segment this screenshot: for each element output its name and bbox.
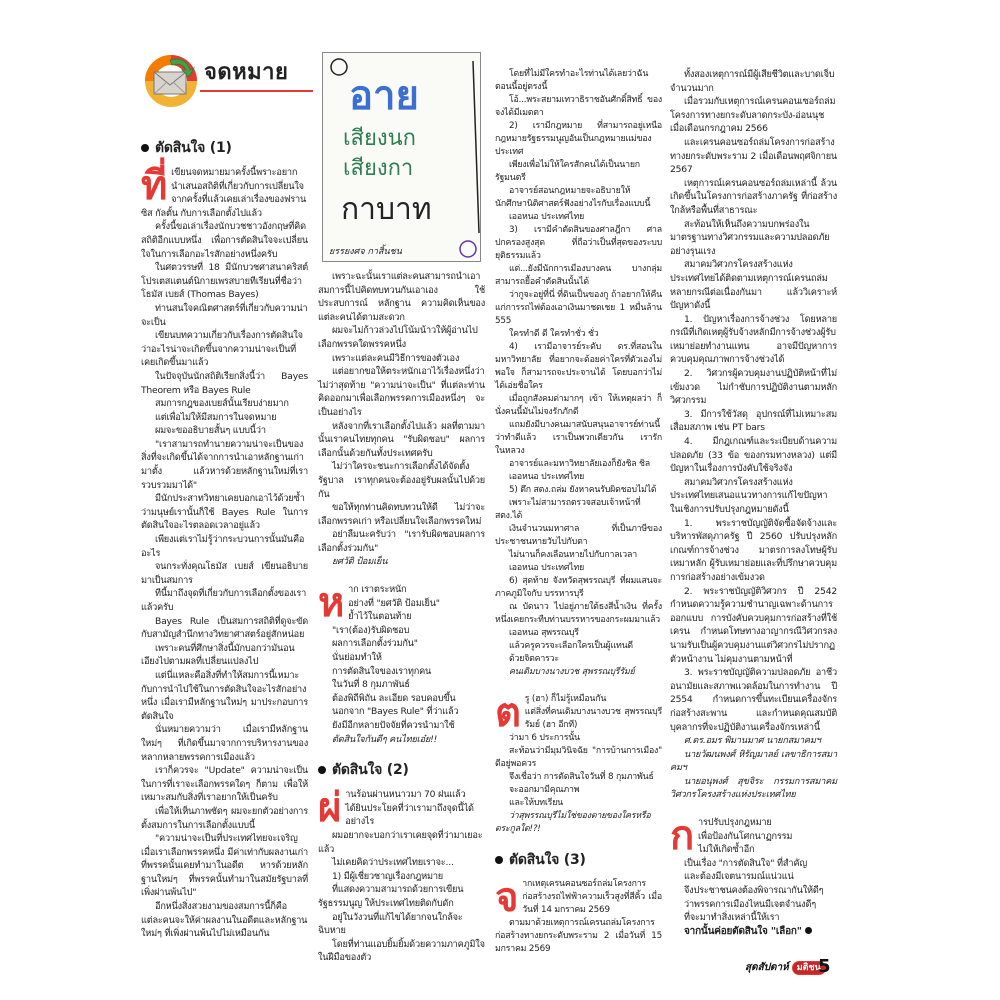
paragraph: เพราะคนที่ศึกษาสิ่งนี้มักบอกว่ามันอนเอียงไปตามผลที่เปลี่ยนแปลงไป	[141, 642, 295, 668]
paragraph: 1) มีผู้เชี่ยวชาญเรื่องกฎหมาย	[332, 870, 443, 882]
paragraph: 5) ตึก สตง.ถล่ม ยังหาคนรับผิดชอบไม่ได้	[509, 485, 657, 495]
paragraph: 4. มีกฎเกณฑ์และระเบียบด้านความปลอดภัย (33 ข้อ ของกรมทางหลวง) แต่มีปัญหาในเรื่องการบังคับใช้จริงจัง	[670, 436, 837, 475]
paragraph: ท่านสนใจคณิตศาสตร์ที่เกี่ยวกับความน่าจะเป็น	[141, 302, 308, 328]
bullet-icon	[495, 856, 503, 864]
paragraph: โดยที่ไม่มีใครทำอะไรท่านได้เลยว่าฉันตอนนี้อยู่ตรงนี้	[495, 69, 649, 92]
circle-mark-icon	[331, 59, 347, 75]
paragraph: เพียงเพื่อไม่ให้ใครสักคนได้เป็นนายกรัฐมนตรี	[495, 160, 640, 183]
paragraph: นั่นหมายความว่า เมื่อเรามีหลักฐานใหม่ๆ ที่เกิดขึ้นมาจากการบริหารงานของหลากหลายพรรคการเมืองแล้ว	[141, 724, 308, 763]
paragraph: อย่างที่ "ยศวัติ ป้อมเย็น"	[348, 597, 440, 609]
page-number: 5	[818, 956, 831, 977]
lead-paragraph: ากเหตุเครนคอนซอร์ถล่มโครงการก่อสร้างรถไฟฟ้าความเร็วสูงที่สีคิ้ว เมื่อวันที่ 14 มกราคม 2569	[522, 879, 662, 915]
paragraph: โดยที่ท่านแอบยิ้มยิ้มด้วยความภาคภูมิใจในฝีมือของตัว	[318, 938, 485, 964]
letter-1-body-continued	[318, 270, 485, 555]
lead-paragraph: เขียนจดหมายมาครั้งนี้พราะอยากนำเสนอสถิติที่เกี่ยวกับการเปลี่ยนใจ จากครั้งที่แล้วเคยเล่าเรื่องของฟรานซิส กัลตั้น กับการเลือกตั้งไปแล้ว	[141, 167, 307, 219]
letter-2-body	[318, 829, 485, 965]
handwriting-line: เสียงนก	[343, 126, 416, 151]
paragraph: ทั้งสองเหตุการณ์มีผู้เสียชีวิตและบาดเจ็บจำนวนมาก	[670, 69, 835, 94]
reply-2-closing: ว่าสุพรรณบุรีไม่ใช่ของตายของใครหรือตระกูลใด!?!	[495, 811, 651, 834]
column-3	[495, 68, 662, 956]
paragraph: และเครนคอนซอร์ถล่มโครงการก่อสร้างทางยกระดับพระราม 2 เมื่อเดือนพฤศจิกายน 2567	[670, 136, 837, 176]
paragraph: ผมจะไม่ก้าวล่วงไปโน้มน้าวให้ผู้อ่านไปเลือกพรรคใดพรรคหนึ่ง	[318, 325, 478, 350]
letter-1-signature: ยศวัติ ป้อมเย็น	[332, 556, 388, 568]
paragraph: เพราะไม่สามารถตรวจสอบเจ้าหน้าที่ สตง.ได้	[495, 498, 641, 521]
letter-2-lead	[318, 785, 485, 832]
paragraph: าก เราตระหนัก	[348, 584, 407, 596]
magazine-footer	[745, 960, 826, 975]
handwriting-line: เสียงกา	[343, 156, 414, 181]
paragraph: แต่นี่แหละคือสิ่งที่ทำให้สมการนี้เหมาะกับการนำไปใช้ในการตัดสินใจอะไรสักอย่างหนึ่ง เมื่อเรามีหลักฐานใหม่ๆ มาประกอบการตัดสินใจ	[141, 669, 308, 722]
picture-signature: ยรรยงศจ กาสิ้นชน	[329, 247, 402, 257]
paragraph: สมการกฎของเบยส์นั้นเรียบง่ายมาก	[155, 398, 289, 410]
paragraph: เมื่อรวมกับเหตุการณ์เครนคอนเซอร์ถล่มโครงการทางยกระดับลาดกระบัง-อ่อนนุช เมื่อเดือนกรกฎาคม 2566	[670, 96, 836, 135]
stamp-mark-icon	[460, 241, 476, 257]
letter-2-signature: คนเดิมบางนางบวช สุพรรณบุรีรัมย์	[509, 667, 635, 677]
paragraph: 3. พระราชบัญญัติความปลอดภัย อาชีวอนามัยและสภาพแวดล้อมในการทำงาน ปี 2554 กำหนดการขึ้นทะเบียนเครื่องจักรก่อสร้างสะพาน และกำหนดคุณสมบัติบุคลากรที่จะปฏิบัติงานเครื่องจักรเหล่านี้	[670, 667, 837, 733]
paragraph: ที่แสดงความสามารถด้วยการเขียนรัฐธรรมนูญ ให้ประเทศไทยติดกับดัก	[318, 884, 464, 909]
paragraph: การตัดสินใจของเราทุกคน	[332, 665, 432, 677]
letter-1-body	[141, 220, 308, 940]
heading-text: ตัดสินใจ (3)	[509, 852, 586, 868]
paragraph: และให้บทเรียน	[509, 798, 563, 808]
bullet-icon	[318, 766, 326, 774]
paragraph: แต่เพื่อไม่ให้มีสมการในจดหมาย	[155, 411, 277, 423]
paragraph: "เราสามารถทำนายความน่าจะเป็นของสิ่งที่จะเกิดขึ้นได้จากการนำเอาหลักฐานเก่ามาตั้ง แล้วหารด้วยหลักฐานใหม่ที่เรารวบรวมมาได้"	[141, 438, 308, 491]
drop-cap: จ	[495, 875, 519, 921]
paragraph: ต้องพิถีพิถัน ละเอียด รอบคอบขึ้น	[332, 692, 456, 704]
reply-3-closing	[670, 925, 837, 939]
paragraph: เพียงแต่เราไม่รู้ว่ากระบวนการนั้นมันคืออะไร	[141, 534, 305, 559]
magazine-badge: มติชน	[792, 961, 826, 975]
paragraph: เขียนบทความเกี่ยวกับเรื่องการตัดสินใจว่าอะไรน่าจะเกิดขึ้นจากความน่าจะเป็นที่เคยเกิดขึ้นมาแล้ว	[141, 330, 303, 369]
paragraph: ย้ำไว้ในตอนท้าย	[348, 611, 412, 623]
paragraph: ขอให้ทุกท่านคิดทบทวนให้ดี ไม่ว่าจะเลือกพรรคเก่า หรือเปลี่ยนใจเลือกพรรคใหม่	[318, 502, 485, 527]
paragraph: 1. ปัญหาเรื่องการจ้างช่วง โดยหลายกรณีที่เกิดเหตุผู้รับจ้างหลักมีการจ้างช่วงผู้รับเหมาย่อยทำงานแทน อาจมีปัญหาการควบคุมคุณภาพการจ้างช่วงได้	[670, 313, 837, 366]
drop-cap: ที่	[141, 163, 168, 209]
paragraph: แถมยังมีบางคนมาสนับสนุนอาจารย์ท่านนี้ว่าทำดีแล้ว เราเป็นพวกเดียวกัน เรารักในหลวง	[495, 420, 662, 456]
column-1	[141, 138, 308, 941]
paragraph: ใครทำดี ดี ใครทำชั่ว ชั่ว	[509, 329, 599, 339]
paragraph: ตามมาด้วยเหตุการณ์เครนถล่มโครงการก่อสร้างทางยกระดับพระราม 2 เมื่อวันที่ 15 มกราคม 2569	[495, 918, 662, 954]
handwriting-line: อาย	[349, 73, 419, 119]
column-4	[670, 68, 837, 938]
paragraph: จะออกมามีคุณภาพ	[509, 785, 580, 795]
paragraph: โอ้...พระสยามเทวาธิราชอันศักดิ์สิทธิ์ ของจงได้มีเมตตา	[495, 95, 662, 118]
paragraph: ณ บัดนาว ไปอยู่ภายใต้ธงสีน้ำเงิน ที่ครั้งหนึ่งเคยกระทืบท่านบรรหารของกระผมมาแล้ว	[495, 602, 662, 625]
paragraph: เหตุการณ์เครนคอนซอร์ถล่มเหล่านี้ ล้วนเกิดขึ้นในโครงการก่อสร้างภาครัฐ ที่ก่อสร้างใกล้หรือพื้นที่สาธารณะ	[670, 177, 837, 216]
end-mark-icon	[805, 927, 812, 934]
paragraph: ได้ยินประโยคที่ว่าเรามาถึงจุดนี้ได้อย่างไร	[345, 802, 474, 828]
section-title: จดหมาย	[204, 60, 289, 85]
paragraph: แต่อยากขอให้ตระหนักเอาไว้เรื่องหนึ่งว่า ไม่ว่าสุดท้าย "ความน่าจะเป็น" ที่แต่ละท่านคิดออกมาเพื่อเลือกพรรคการเมืองหนึ่งๆ จะเป็นอย่างไร	[318, 366, 485, 418]
paragraph: ในศตวรรษที่ 18 มีนักบวชศาสนาคริสต์โปรเตสแตนต์นิกายเพรสบายทีเรียนที่ชื่อว่าโธมัส เบยส์ (Thomas Bayes)	[141, 262, 308, 301]
paragraph: นอกจาก "Bayes Rule" ที่ว่าแล้ว	[332, 706, 459, 718]
editor-reply-2	[495, 732, 662, 810]
handwritten-letter-image	[322, 52, 481, 262]
paragraph: ศ.ดร.อมร พิมานมาศ นายกสมาคมฯ	[684, 735, 821, 747]
paragraph: "เรา(ต้อง)รับผิดชอบ	[332, 624, 410, 636]
paragraph: นายอนุพงศ์ สุขจิระ กรรมการสมาคมวิศวกรโครงสร้างแห่งประเทศไทย	[670, 775, 837, 801]
paragraph: มีนักประสาทวิทยาเคยบอกเอาไว้ด้วยซ้ำว่ามนุษย์เรานั้นก็ใช้ Bayes Rule ในการตัดสินใจอะไรตลอดเวลาอยู่แล้ว	[141, 493, 308, 532]
drop-cap: ผ่	[318, 785, 342, 832]
paragraph: จึงประชาชนคงต้องพิจารณากันให้ดีๆ	[684, 885, 824, 897]
paragraph: เป็นเรื่อง "การตัดสินใจ" ที่สำคัญ	[684, 857, 807, 869]
paragraph: อาจารย์และมหาวิทยาลัยเองก็ยังชิล ชิล	[509, 459, 650, 469]
paragraph: นายวัฒนพงศ์ หิรัญมาลย์ เลขาธิการสมาคมฯ	[670, 748, 837, 774]
paragraph: อาจารย์สอนกฎหมายจะอธิบายให้นักศึกษานิติศาสตร์ฟังอย่างไรกับเรื่องแบบนี้	[495, 186, 651, 209]
letter-1-heading	[141, 138, 308, 158]
envelope-recycle-icon	[140, 48, 202, 110]
paragraph: 6) สุดท้าย จังหวัดสุพรรณบุรี ที่ผมแสนจะภาคภูมิใจกับ บรรหารบุรี	[495, 576, 662, 599]
heading-text: ตัดสินใจ (1)	[155, 140, 232, 156]
paragraph: ที่จะมาทำสิ่งเหล่านี้ให้เรา	[684, 912, 780, 924]
letter-3-body-continued	[670, 68, 837, 734]
paragraph: ผลการเลือกตั้งร่วมกัน"	[332, 638, 418, 650]
paragraph: Bayes Rule เป็นสมการสถิติที่ดูจะขัดกับสามัญสำนึกทางวิทยาศาสตร์อยู่สักหน่อย	[141, 615, 308, 641]
magazine-name: สุดสัปดาห์	[745, 962, 789, 973]
paragraph: รู (ฮา) ก็ไม่รู้เหมือนกัน	[524, 694, 607, 704]
paragraph: เพราะฉะนั้นเราแต่ละคนสามารถนำเอาสมการนี้ไปคิดทบทวนกันเอาเอง ใช้ประสบการณ์ หลักฐาน ความคิดเห็นของแต่ละคนได้ตามสะดวก	[318, 271, 485, 323]
closing-text: จากนั้นค่อยตัดสินใจ "เลือก"	[684, 925, 802, 937]
paragraph: ว่าพรรคการเมืองไหนมีเจตจำนงดีๆ	[684, 898, 816, 910]
letter-3-signatures	[670, 734, 837, 802]
paragraph: อยู่ในวังวนที่แก้ไขได้ยากจนใกล้จะฉิบหาย	[318, 911, 463, 937]
paragraph: ารปรับปรุงกฎหมาย	[698, 817, 772, 829]
paragraph: เออหนอ ประเทศไทย	[509, 212, 585, 222]
paragraph: ยังมีอีกหลายปัจจัยที่ควรนำมาใช้	[332, 720, 455, 731]
paragraph: ไม่นานก็คงเลือนหายไปกับกาลเวลา	[509, 550, 637, 560]
paragraph: ไม่เคยคิดว่าประเทศไทยเราจะ...	[332, 857, 454, 869]
letter-3-heading	[495, 850, 662, 870]
paragraph: เมื่อถูกสังคมด่ามากๆ เข้า ให้เหตุผลว่า ก็นั่งคนนี้มันไม่จงรักภักดี	[495, 394, 662, 417]
paragraph: เพื่อป้องกันโศกนาฏกรรม	[698, 830, 793, 842]
reply-1-closing: ตัดสินใจกันดีๆ คนไทยเอ๋ย!!	[332, 733, 438, 745]
paragraph: ผมอยากจะบอกว่าเราเคยจุดที่ว่ามาเยอะแล้ว	[318, 829, 483, 855]
paragraph: จึงเชื่อว่า การตัดสินใจวันที่ 8 กุมภาพันธ์	[509, 772, 654, 782]
paragraph: แต่สิ่งที่คนเดิมบางนางบวช สุพรรณบุรีรัมย์ (ฮา อีกที)	[524, 707, 662, 730]
paragraph: เออหนอ ประเทศไทย	[509, 472, 585, 482]
paragraph: เออหนอ สุพรรณบุรี	[509, 628, 579, 638]
paragraph: ครั้งนี้ขอเล่าเรื่องนักบวชชาวอังกฤษที่คิดสถิติอีกแบบหนึ่ง เพื่อการตัดสินใจจะเปลี่ยนใจในการเลือกอะไรสักอย่างหนึ่งครับ	[141, 221, 308, 260]
editor-reply-3	[670, 813, 837, 925]
drop-cap: ห	[318, 580, 345, 627]
paragraph: เพื่อให้เห็นภาพชัดๆ ผมจะยกตัวอย่างการตั้งสมการในการเลือกตั้งแบบนี้	[141, 805, 308, 831]
paragraph: ว่ากูจะอยู่ที่นี่ ที่ดินเป็นของกู ถ้าอยากให้คืนแก่การรถไฟต้องเอาเงินมาชดเชย 1 หมื่นล้าน 555	[495, 290, 662, 326]
paragraph: 3. มีการใช้วัสดุ อุปกรณ์ที่ไม่เหมาะสม เสื่อมสภาพ เช่น PT bars	[670, 408, 837, 434]
paragraph: ในปัจจุบันนักสถิติเรียกสิ่งนี้ว่า Bayes Theorem หรือ Bayes Rule	[141, 370, 308, 396]
paragraph: ไม่ให้เกิดซ้ำอีก	[698, 844, 755, 856]
title-underline	[200, 90, 313, 92]
paragraph: สมาคมวิศวกรโครงสร้างแห่งประเทศไทยได้ติดตามเหตุการณ์เครนถล่มหลายกรณีต่อเนื่องกันมา แล้ววิเคราะห์ปัญหาดังนี้	[670, 259, 837, 312]
paragraph: และต้องมีเจตนารมณ์แน่วแน่	[684, 871, 794, 883]
paragraph: อย่าลืมนะครับว่า "เรารับผิดชอบผลการเลือกตั้งร่วมกัน"	[318, 529, 485, 554]
paragraph: นั่นย่อมทำให้	[332, 652, 382, 664]
paragraph: แล้วครูควรจะเลือกใครเป็นผู้แทนดี	[509, 641, 633, 651]
paragraph: ไม่ว่าใครจะชนะการเลือกตั้งได้จัดตั้งรัฐบาล เราทุกคนจะต้องอยู่รับผลนั้นไปด้วยกัน	[318, 461, 485, 500]
paragraph: ด้วยจิตคารวะ	[509, 654, 559, 664]
letter-3-body	[495, 917, 662, 956]
paragraph: สะท้อนว่ามีมุมวินิจฉัย "การบ้านการเมือง" ดีอยู่พอควร	[495, 746, 662, 769]
paragraph: 2. พระราชบัญญัติวิศวกร ปี 2542 กำหนดความรู้ความชำนาญเฉพาะด้านการออกแบบ การบังคับควบคุมการก่อสร้างที่ใช้เครน กำหนดโทษทางอาญากรณีวิศวกรลงนามรับเป็นผู้ควบคุมงานแต่วิศวกรไม่ปรากฏตัวหน้างาน ไม่คุมงานตามหน้าที่	[670, 585, 837, 665]
paragraph: 2) เรามีกฎหมาย ที่สามารถอยู่เหนือกฎหมายรัฐธรรมนูญอันเป็นกฎหมายแม่ของประเทศ	[495, 121, 662, 157]
paragraph: ทีนี้มาถึงจุดที่เกี่ยวกับการเลือกตั้งของเราแล้วครับ	[141, 588, 307, 613]
column-2	[318, 270, 485, 965]
paragraph: หลังจากที่เราเลือกตั้งไปแล้ว ผลที่ตามมานั้นเราคนไทยทุกคน "รับผิดชอบ" ผลการเลือกนั้นด้วยกันทั้งประเทศครับ	[318, 420, 485, 459]
paragraph: 3) เรามีคำตัดสินของศาลฎีกา ศาลปกครองสูงสุด ที่ถือว่าเป็นที่สุดของระบบยุติธรรมแล้ว	[495, 225, 662, 261]
paragraph: สะท้อนให้เห็นถึงความบกพร่องในมาตรฐานทางวิศวกรรมและความปลอดภัยอย่างรุนแรง	[670, 218, 830, 257]
paragraph: เพราะแต่ละคนมีวิธีการของตัวเอง	[332, 352, 460, 364]
paragraph: 4) เรามีอาจารย์ระดับ ดร.ที่สอนในมหาวิทยาลัย ที่อยากจะด้อยค่าใครที่ตัวเองไม่พอใจ ก็สามารถจะประจานได้ โดยบอกว่าไม่ได้เอ่ยชื่อใคร	[495, 342, 662, 391]
bullet-icon	[141, 144, 149, 152]
paragraph: เออหนอ ประเทศไทย	[509, 563, 585, 573]
paragraph: จนกระทั่งคุณโธมัส เบยส์ เขียนอธิบายมาเป็นสมการ	[141, 561, 308, 586]
letter-2-body-continued	[495, 68, 662, 666]
drop-cap: ก	[670, 813, 695, 860]
paragraph: เงินจำนวนมหาศาล ที่เป็นภาษีของประชาชนหายวับไปกับตา	[495, 524, 662, 547]
drop-cap: ต	[495, 690, 521, 736]
paragraph: อีกหนึ่งสิ่งสวยงามของสมการนี้ก็คือ แต่ละคนจะให้ค่าผลงานในอดีตและหลักฐานใหม่ๆ ที่เพิ่งผ่านพ้นไปไม่เหมือนกัน	[141, 901, 308, 940]
paragraph: ผมจะขออธิบายสั้นๆ แบบนี้ว่า	[155, 425, 266, 437]
paragraph: านร้อนผ่านหนาวมา 70 ฝนแล้ว	[345, 789, 466, 801]
heading-text: ตัดสินใจ (2)	[332, 762, 409, 779]
paragraph: สมาคมวิศวกรโครงสร้างแห่งประเทศไทยเสนอแนวทางการแก้ไขปัญหาในเชิงการปรับปรุงกฎหมายดังนี้	[670, 476, 828, 515]
paragraph: 2. วิศวกรผู้ควบคุมงานปฏิบัติหน้าที่ไม่เข้มงวด ไม่กำชับการปฏิบัติงานตามหลักวิศวกรรม	[670, 368, 837, 407]
paragraph: แต่...ยังมีนักการเมืองบางคน บางกลุ่ม สามารถยื้อคำตัดสินนั้นได้	[495, 264, 662, 287]
paragraph: ว่ามา 6 ประการนั้น	[509, 733, 580, 743]
section-header	[140, 48, 315, 118]
handwriting-line: กาบาท	[341, 192, 432, 227]
paragraph: "ความน่าจะเป็นที่ประเทศไทยจะเจริญเมื่อเราเลือกพรรคหนึ่ง มีค่าเท่ากับผลงานเก่าที่พรรคนั้นเคยทำมาในอดีต หารด้วยหลักฐานใหม่ๆ ที่พรรคนั้นทำมาในสมัยรัฐบาลที่เพิ่งผ่านพ้นไป"	[141, 833, 308, 899]
paragraph: 1. พระราชบัญญัติจัดซื้อจัดจ้างและบริหารพัสดุภาครัฐ ปี 2560 ปรับปรุงหลักเกณฑ์การจ้างช่วง มาตรการลงโทษผู้รับเหมาหลัก ผู้รับเหมาย่อยและที่ปรึกษาควบคุมการก่อสร้างอย่างเข้มงวด	[670, 517, 837, 583]
letter-2-heading	[318, 760, 485, 780]
paragraph: ในวันที่ 8 กุมภาพันธ์	[332, 679, 410, 691]
paragraph: เราก็ควรจะ "Update" ความน่าจะเป็นในการที่เราจะเลือกพรรคใดๆ ก็ตาม เพื่อให้เหมาะสมกับสิ่งที่เราอยากให้เป็นครับ	[141, 765, 308, 804]
